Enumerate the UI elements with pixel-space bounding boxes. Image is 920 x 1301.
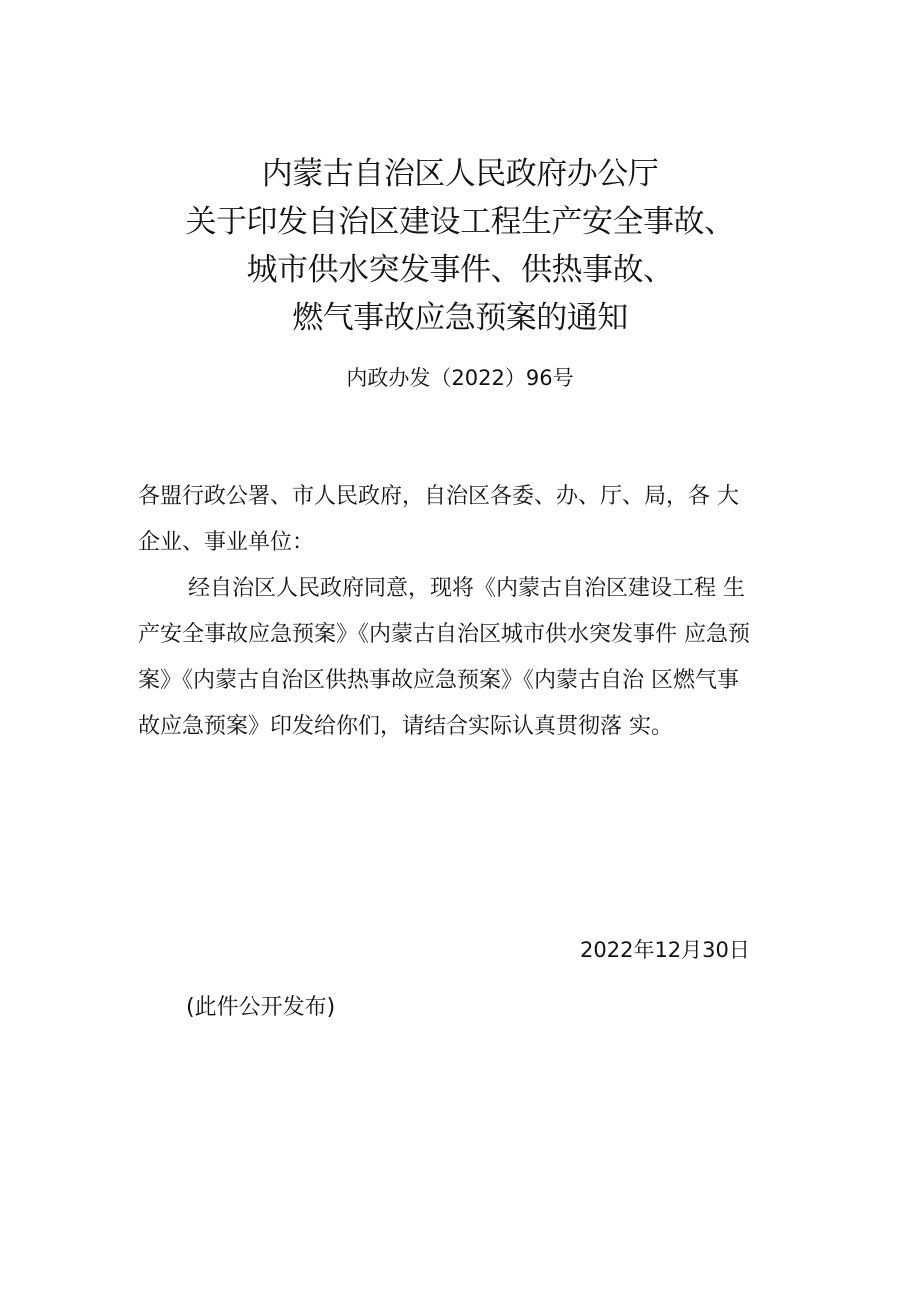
title-line-4: 燃气事故应急预案的通知 — [292, 300, 628, 336]
public-release-note: (此件公开发布) — [186, 995, 336, 1020]
paragraph-line-1: 经自治区人民政府同意，现将《内蒙古自治区建设工程 生 — [188, 576, 745, 601]
paragraph-line-3: 案》《内蒙古自治区供热事故应急预案》《内蒙古自治 区燃气事 — [138, 668, 739, 693]
recipients-line-1: 各盟行政公署、市人民政府，自治区各委、办、厅、局，各 大 — [138, 484, 739, 509]
document-title — [0, 150, 920, 342]
title-line-3: 城市供水突发事件、供热事故、 — [246, 252, 674, 288]
recipients-line-2: 企业、事业单位： — [138, 530, 315, 555]
paragraph-line-4: 故应急预案》印发给你们，请结合实际认真贯彻落 实。 — [138, 714, 673, 739]
body-paragraph — [138, 566, 798, 750]
recipients — [138, 474, 798, 566]
title-line-2: 关于印发自治区建设工程生产安全事故、 — [185, 204, 735, 240]
title-line-1: 内蒙古自治区人民政府办公厅 — [261, 156, 659, 192]
paragraph-line-2: 产安全事故应急预案》《内蒙古自治区城市供水突发事件 应急预 — [138, 622, 750, 647]
document-number: 内政办发（2022）96号 — [346, 366, 574, 390]
issue-date: 2022年12月30日 — [580, 938, 750, 962]
